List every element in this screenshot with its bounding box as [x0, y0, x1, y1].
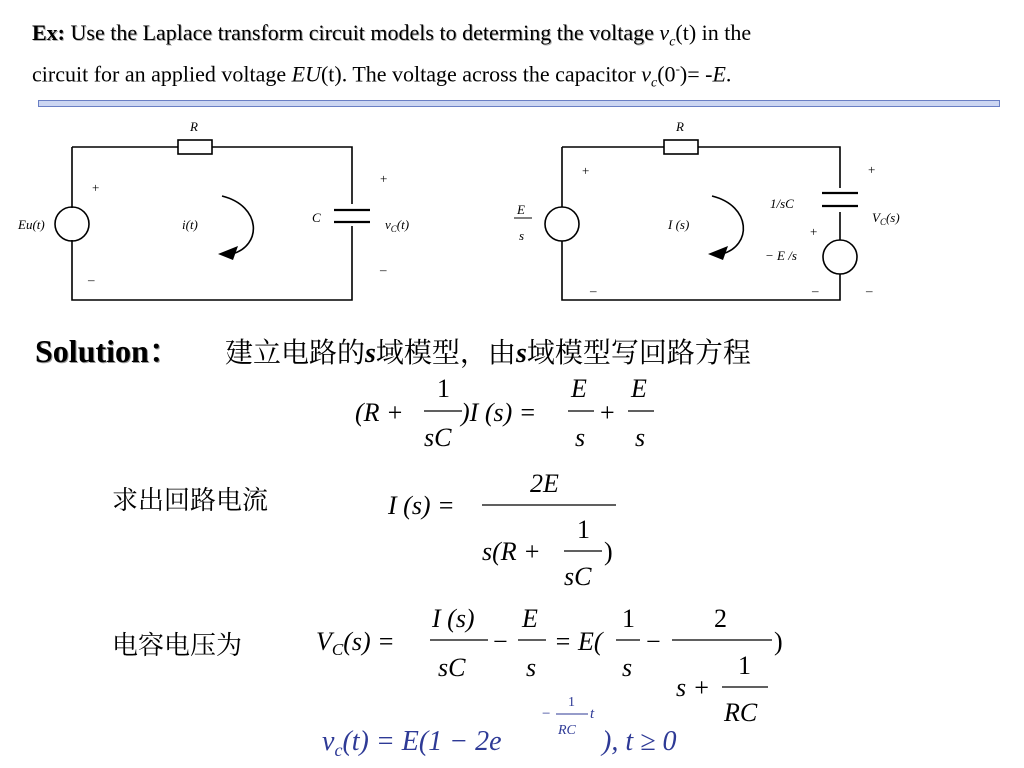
- title-tail: in the: [696, 20, 752, 45]
- title-t2: (t): [320, 61, 342, 87]
- right-vc-minus: –: [866, 283, 873, 298]
- eq3-f4-den-frac-num: 1: [738, 651, 751, 680]
- right-R-label: R: [676, 119, 684, 134]
- title-sub-c2: c: [651, 75, 658, 91]
- step2-label: 求出回路电流: [112, 486, 269, 516]
- left-R-label: R: [190, 119, 198, 134]
- eq1-t2-num: E: [631, 374, 647, 403]
- title-E: E: [712, 61, 726, 87]
- eq3-lhs: VC(s) =: [316, 627, 395, 659]
- right-source-minus: –: [590, 283, 597, 298]
- title-EU: EU: [291, 61, 321, 87]
- eq1-frac-num: 1: [437, 374, 450, 403]
- final-tail: ), t ≥ 0: [602, 726, 677, 757]
- equation-2: [387, 469, 616, 591]
- right-current-label: I (s): [668, 217, 690, 232]
- eq3-f3-num: 1: [622, 604, 635, 633]
- title-t: (t): [675, 20, 697, 45]
- eq2-den-frac-den: sC: [564, 562, 592, 591]
- eq3-f2-den: s: [526, 653, 537, 682]
- left-vc-plus: +: [380, 171, 388, 186]
- title-v: v: [659, 20, 670, 45]
- eq1-lhs-open: (R +: [355, 398, 404, 427]
- right-src-minus: –: [812, 283, 819, 298]
- eq3-f4-den-a: s +: [676, 673, 711, 702]
- eq2-num: 2E: [530, 469, 559, 498]
- eq1-plus: +: [600, 398, 615, 427]
- final-exp-t: t: [590, 706, 595, 722]
- final-lhs: $v_c(t) = E(1 - 2e$: [322, 726, 502, 760]
- left-source-label: Eu(t): [18, 217, 45, 232]
- eq2-den-frac-num: 1: [577, 515, 590, 544]
- final-equation: [322, 695, 676, 760]
- eq2-den-a: s(R +: [482, 537, 541, 566]
- final-exp-num: 1: [568, 695, 575, 710]
- eq3-f1-num: I (s): [432, 604, 475, 633]
- final-exp-minus: −: [542, 706, 551, 722]
- right-cap-label: 1/sC: [770, 196, 794, 211]
- eq3-f4-den-frac-den: RC: [724, 698, 758, 727]
- eq1-lhs-close: )I (s) =: [461, 398, 537, 427]
- eq3-minus2: −: [646, 627, 661, 656]
- left-vc-minus: –: [380, 262, 387, 277]
- title-shadow-text: Use the Laplace transform circuit models to determing the voltage: [65, 20, 660, 45]
- eq3-close: ): [774, 627, 783, 656]
- right-source-s: s: [519, 228, 525, 243]
- eq3-minus: −: [493, 627, 508, 656]
- right-src-plus: +: [810, 224, 818, 239]
- right-src-label: − E /s: [765, 248, 797, 263]
- left-source-plus: +: [92, 180, 100, 195]
- title-lead: Ex:: [32, 20, 65, 45]
- eq1-t1-den: s: [575, 423, 586, 452]
- final-exp-den: RC: [558, 723, 576, 738]
- title-sup-minus: -: [675, 61, 680, 76]
- right-source-plus: +: [582, 163, 590, 178]
- left-source-minus: –: [88, 272, 95, 287]
- eq1-t2-den: s: [635, 423, 646, 452]
- title-v2: v: [641, 61, 652, 87]
- title-line2-b: . The voltage across the capacitor: [341, 61, 642, 87]
- eq3-f3-den: s: [622, 653, 633, 682]
- left-current-label: i(t): [182, 217, 198, 232]
- title-period: .: [725, 61, 732, 87]
- left-C-label: C: [312, 210, 321, 225]
- eq1-t1-num: E: [571, 374, 587, 403]
- title-zero: (0: [657, 61, 676, 87]
- eq2-lhs: I (s) =: [388, 491, 455, 520]
- eq3-f2-num: E: [522, 604, 538, 633]
- title-sub-c: c: [669, 34, 676, 50]
- equation-1: [355, 374, 654, 452]
- eq3-f1-den: sC: [438, 653, 466, 682]
- solution-text: 建立电路的s域模型，由s域模型写回路方程: [225, 336, 751, 369]
- title-close: )= -: [679, 61, 713, 87]
- right-vc-plus: +: [868, 162, 876, 177]
- right-source-E: E: [517, 202, 525, 217]
- right-Vc-label: $V_C(s)$: [872, 210, 900, 227]
- solution-label: Solution：: [35, 333, 181, 369]
- eq1-frac-den: sC: [424, 423, 452, 452]
- step3-label: 电容电压为: [112, 631, 243, 661]
- eq3-eq: = E(: [554, 627, 603, 656]
- eq2-den-b: ): [604, 537, 613, 566]
- left-vc-label: $v_C(t)$: [385, 217, 410, 234]
- title-line2-a: circuit for an applied voltage: [32, 61, 292, 87]
- eq3-f4-num: 2: [714, 604, 727, 633]
